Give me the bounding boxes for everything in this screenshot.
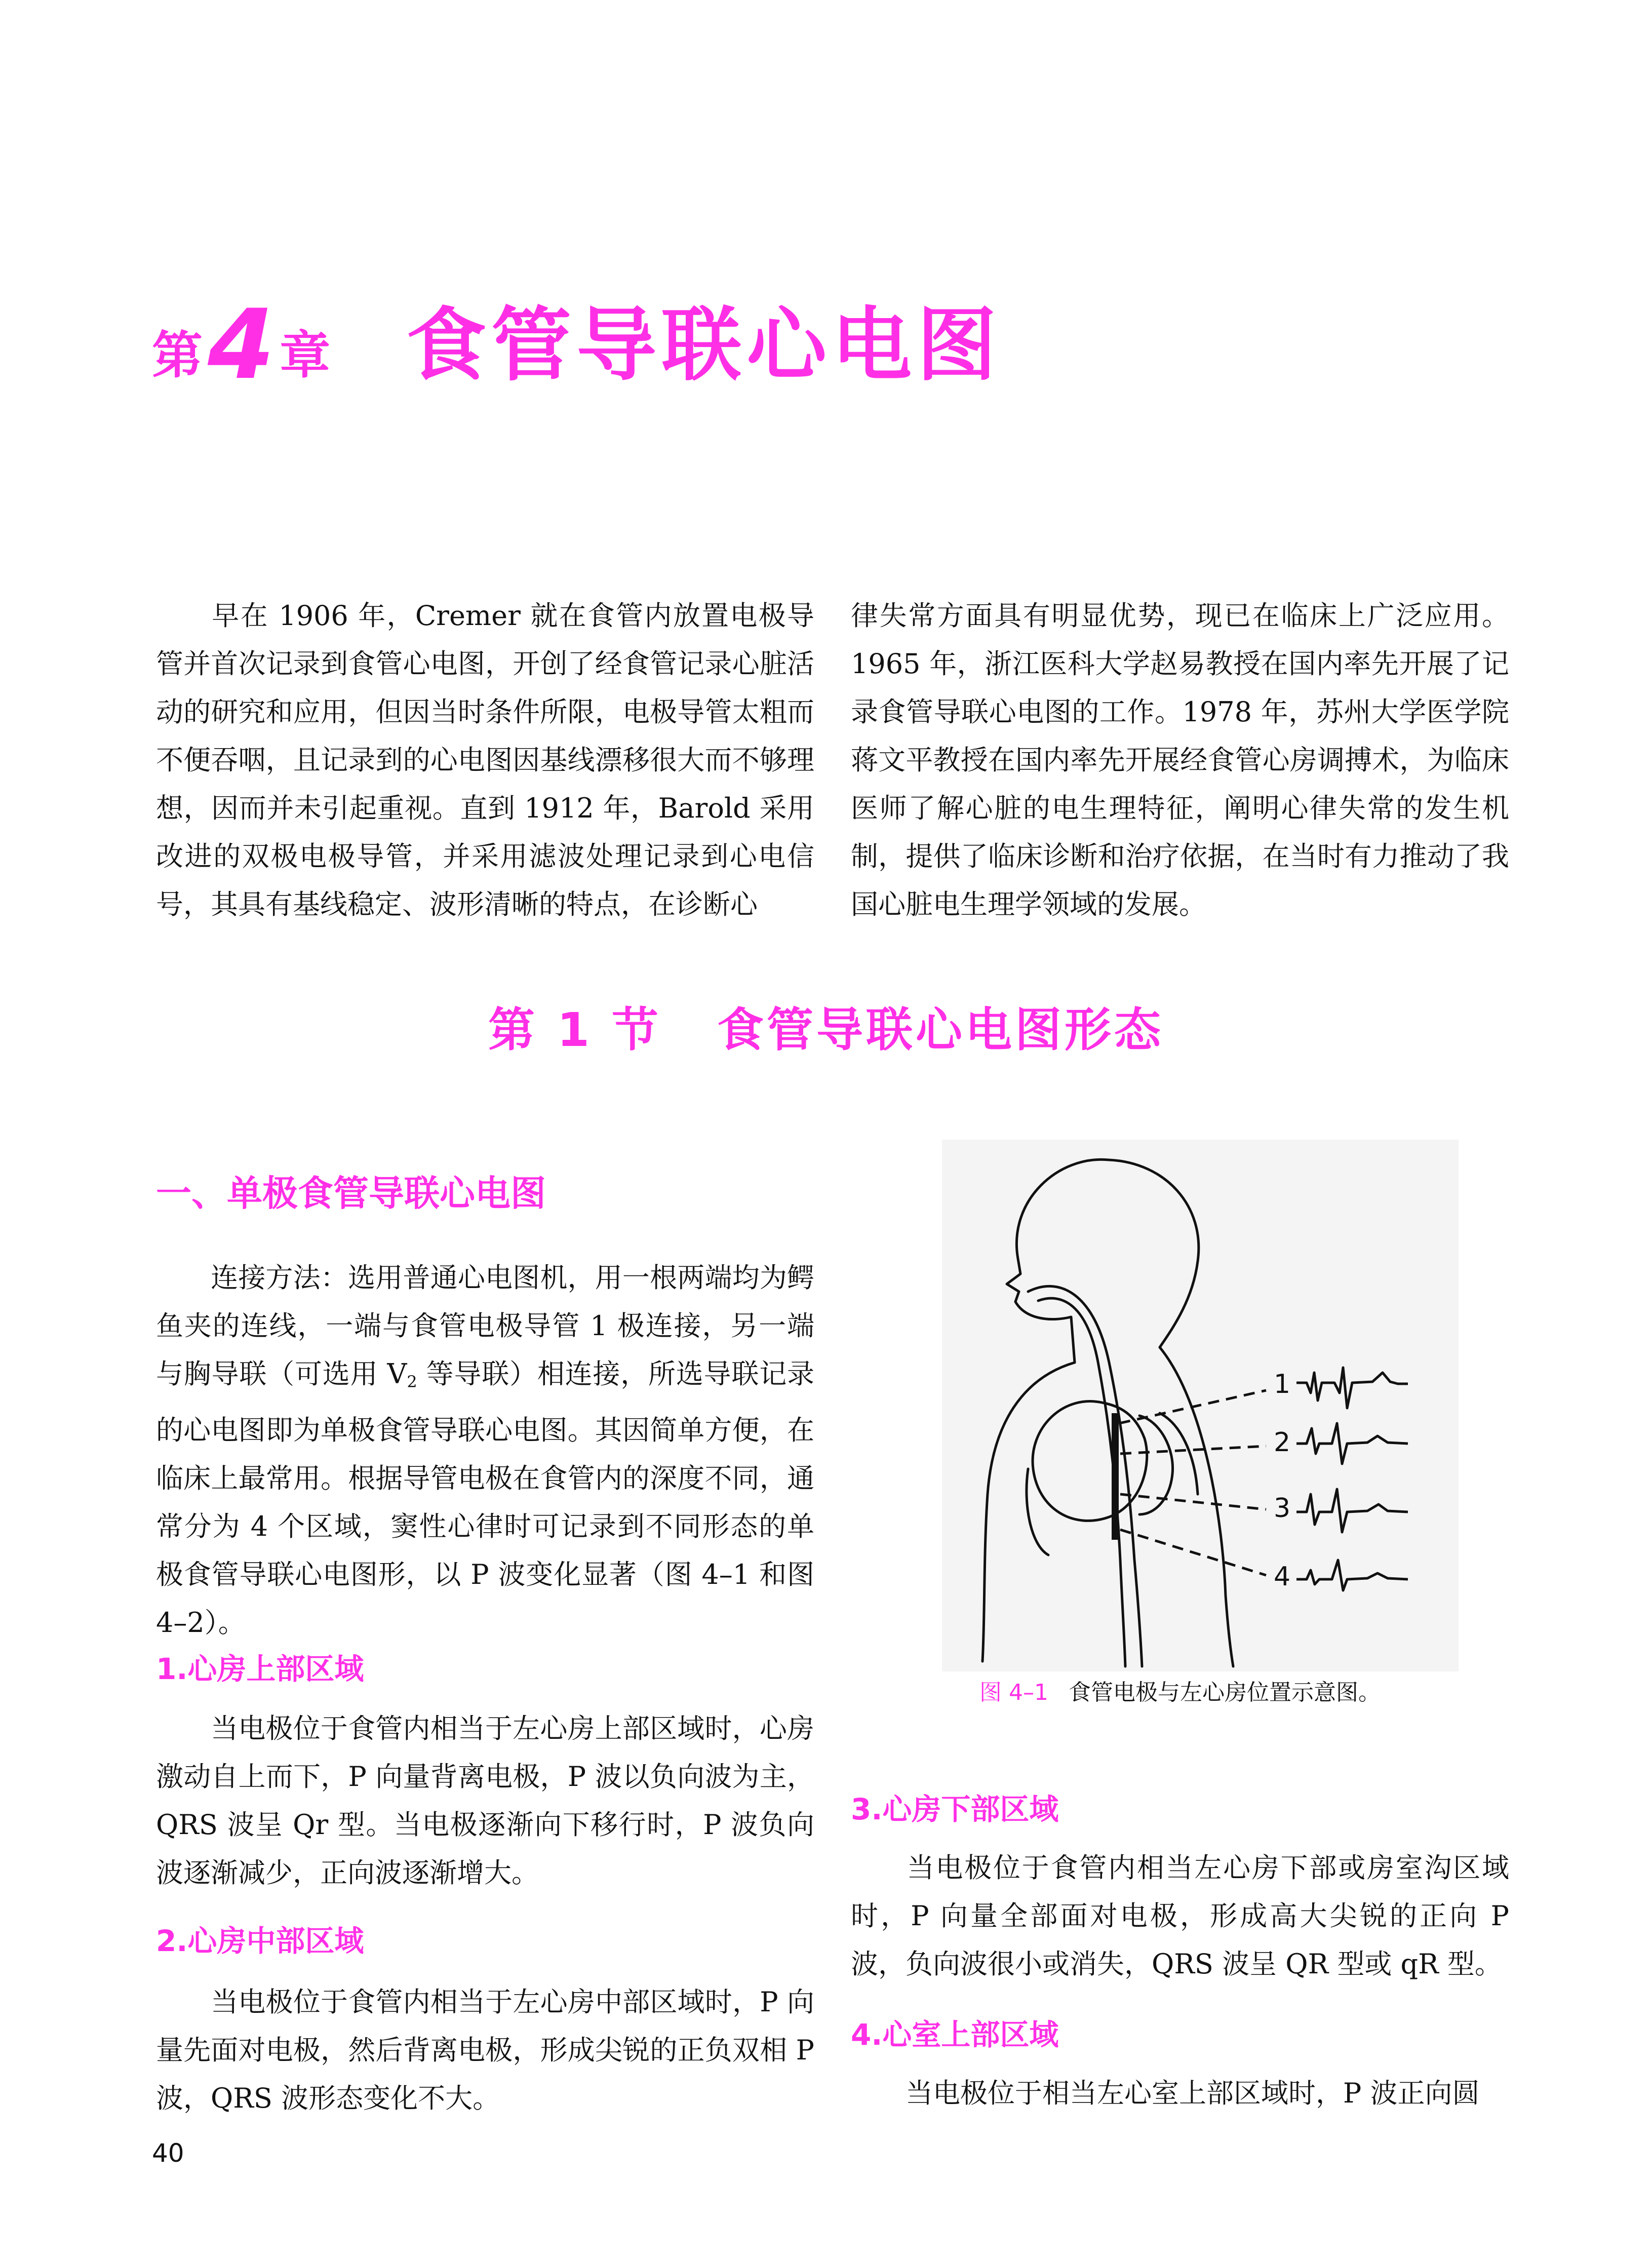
intro-text-right: 律失常方面具有明显优势，现已在临床上广泛应用。1965 年，浙江医科大学赵易教授在国内率先开展了记录食管导联心电图的工作。1978 年，苏州大学医学院蒋文平教授在国内率先开展经食管心房调搏术，为临床医师了解心脏的电生理特征，阐明心律失常的发生机制，提供了临床诊断和治疗依据，在当时有力推动了我国心脏电生理学领域的发展。 <box>851 600 1509 920</box>
area-2-paragraph <box>156 1978 814 2122</box>
chapter-title: 食管导联心电图 <box>406 299 1002 392</box>
intro-left-column <box>156 592 814 928</box>
ecg-trace-3 <box>1296 1489 1408 1532</box>
label-3: 3 <box>1274 1493 1291 1524</box>
section-label: 第 1 节 <box>488 1003 662 1057</box>
subscript-2: 2 <box>407 1372 417 1391</box>
area-3-paragraph <box>851 1844 1509 1988</box>
esophagus-tube-outer <box>1028 1286 1142 1666</box>
area-3-heading: 3.心房下部区域 <box>851 1792 1059 1826</box>
section-title: 食管导联心电图形态 <box>717 1003 1164 1057</box>
area-4-paragraph <box>851 2069 1509 2117</box>
section-heading <box>0 993 1652 1060</box>
figure-caption-text: 食管电极与左心房位置示意图。 <box>1068 1680 1381 1705</box>
back-outline <box>1160 1347 1233 1666</box>
heart-outline <box>1033 1402 1147 1521</box>
figure-caption-number: 图 4–1 <box>979 1680 1048 1705</box>
label-4: 4 <box>1274 1562 1291 1592</box>
subsection-text-b: 等导联）相连接，所选导联记录的心电图即为单极食管导联心电图。其因简单方便，在临床上最常用。根据导管电极在食管内的深度不同，通常分为 4 个区域，窦性心律时可记录到不同形态的单极食管导联心电图形，以 P 波变化显著（图 4–1 和图 4–2）。 <box>156 1358 814 1639</box>
area-3-text: 当电极位于食管内相当左心房下部或房室沟区域时，P 向量全部面对电极，形成高大尖锐的正向 P 波，负向波很小或消失，QRS 波呈 QR 型或 qR 型。 <box>851 1852 1509 1980</box>
leader-line-2 <box>1120 1446 1266 1454</box>
chapter-label-prefix: 第 <box>152 326 203 385</box>
ecg-trace-4 <box>1296 1560 1408 1590</box>
label-2: 2 <box>1274 1427 1291 1458</box>
electrode-catheter <box>1112 1413 1119 1540</box>
area-1-text: 当电极位于食管内相当于左心房上部区域时，心房激动自上而下，P 向量背离电极，P 波以负向波为主，QRS 波呈 Qr 型。当电极逐渐向下移行时，P 波负向波逐渐减少，正向波逐渐增大。 <box>156 1713 814 1889</box>
leader-line-3 <box>1120 1494 1266 1509</box>
chapter-label-suffix: 章 <box>280 326 331 385</box>
atrium-outline <box>1139 1416 1173 1514</box>
leader-line-4 <box>1120 1530 1266 1575</box>
label-1: 1 <box>1274 1369 1291 1399</box>
subsection-text-a: 连接方法：选用普通心电图机，用一根两端均为鳄鱼夹的连线，一端与食管电极导管 1 极连接，另一端与胸导联（可选用 V <box>156 1262 814 1390</box>
subsection-heading: 一、单极食管导联心电图 <box>156 1173 546 1214</box>
area-1-heading: 1.心房上部区域 <box>156 1652 364 1686</box>
area-2-text: 当电极位于食管内相当于左心房中部区域时，P 向量先面对电极，然后背离电极，形成尖锐的正负双相 P 波，QRS 波形态变化不大。 <box>156 1986 814 2114</box>
area-4-text: 当电极位于相当左心室上部区域时，P 波正向圆 <box>906 2077 1480 2109</box>
figure-caption <box>851 1674 1509 1706</box>
leader-line-1 <box>1119 1390 1266 1423</box>
ecg-trace-1 <box>1296 1368 1408 1408</box>
figure-illustration <box>942 1140 1459 1671</box>
chapter-heading <box>152 281 1002 401</box>
chapter-number: 4 <box>208 289 275 401</box>
ecg-trace-2 <box>1296 1423 1408 1464</box>
area-1-paragraph <box>156 1704 814 1897</box>
figure-esophageal-electrode-diagram <box>942 1140 1459 1671</box>
subsection-paragraph <box>156 1254 814 1647</box>
area-2-heading: 2.心房中部区域 <box>156 1924 364 1958</box>
page-number: 40 <box>152 2138 184 2168</box>
intro-text-left: 早在 1906 年，Cremer 就在食管内放置电极导管并首次记录到食管心电图，开创了经食管记录心脏活动的研究和应用，但因当时条件所限，电极导管太粗而不便吞咽，且记录到的心电图因基线漂移很大而不够理想，因而并未引起重视。直到 1912 年，Barold 采用改进的双极电极导管，并采用滤波处理记录到心电信号，其具有基线稳定、波形清晰的特点，在诊断心 <box>156 600 814 920</box>
intro-right-column <box>851 592 1509 928</box>
face-outline <box>1007 1259 1075 1363</box>
area-4-heading: 4.心室上部区域 <box>851 2017 1059 2052</box>
